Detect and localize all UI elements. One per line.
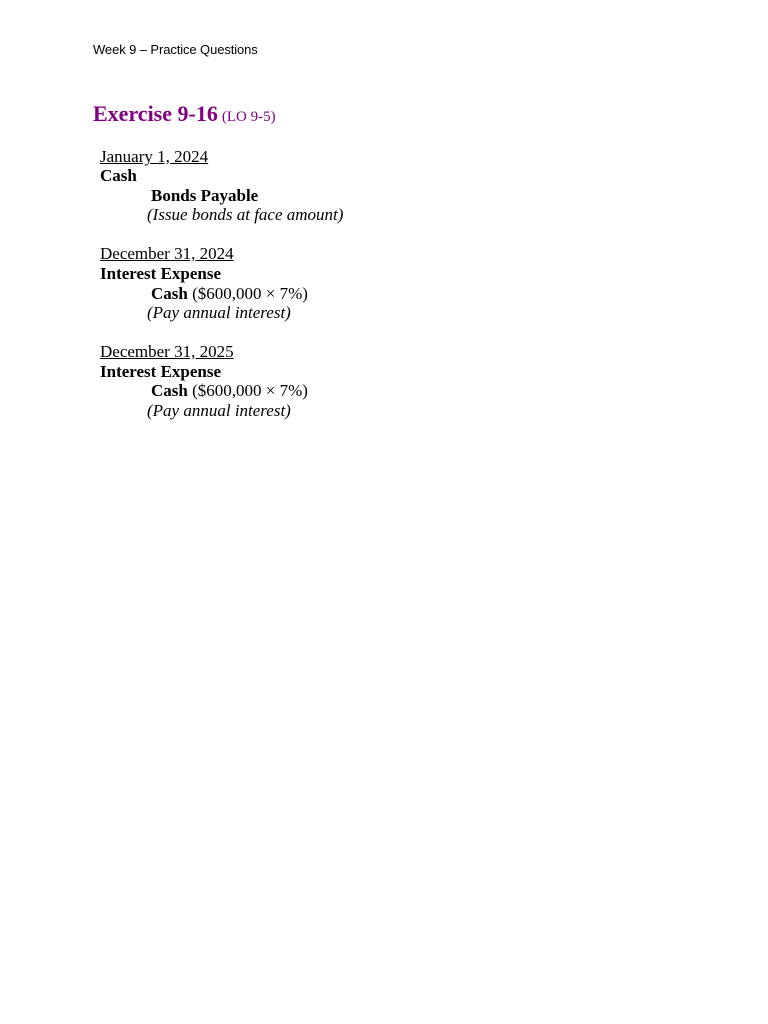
credit-account (151, 381, 308, 401)
entry-date: December 31, 2025 (100, 342, 234, 361)
debit-account: Interest Expense (100, 264, 222, 283)
exercise-number: Exercise 9-16 (93, 101, 218, 126)
learning-objective: (LO 9-5) (221, 109, 276, 125)
credit-account (151, 186, 258, 206)
debit-account: Cash (100, 166, 137, 185)
credit-account-name: Cash (151, 284, 188, 303)
credit-account-name: Cash (151, 381, 188, 400)
credit-account-note: ($600,000 × 7%) (187, 284, 308, 303)
credit-account (151, 284, 308, 304)
entry-date: January 1, 2024 (100, 147, 209, 166)
credit-account-note: ($600,000 × 7%) (187, 381, 308, 400)
entry-date: December 31, 2024 (100, 244, 234, 263)
entry-memo: (Pay annual interest) (147, 401, 291, 420)
entry-memo: (Issue bonds at face amount) (147, 205, 344, 224)
exercise-title (93, 101, 276, 127)
page-header: Week 9 – Practice Questions (93, 42, 258, 57)
entry-memo: (Pay annual interest) (147, 303, 291, 322)
credit-account-name: Bonds Payable (151, 186, 259, 205)
debit-account: Interest Expense (100, 362, 222, 381)
